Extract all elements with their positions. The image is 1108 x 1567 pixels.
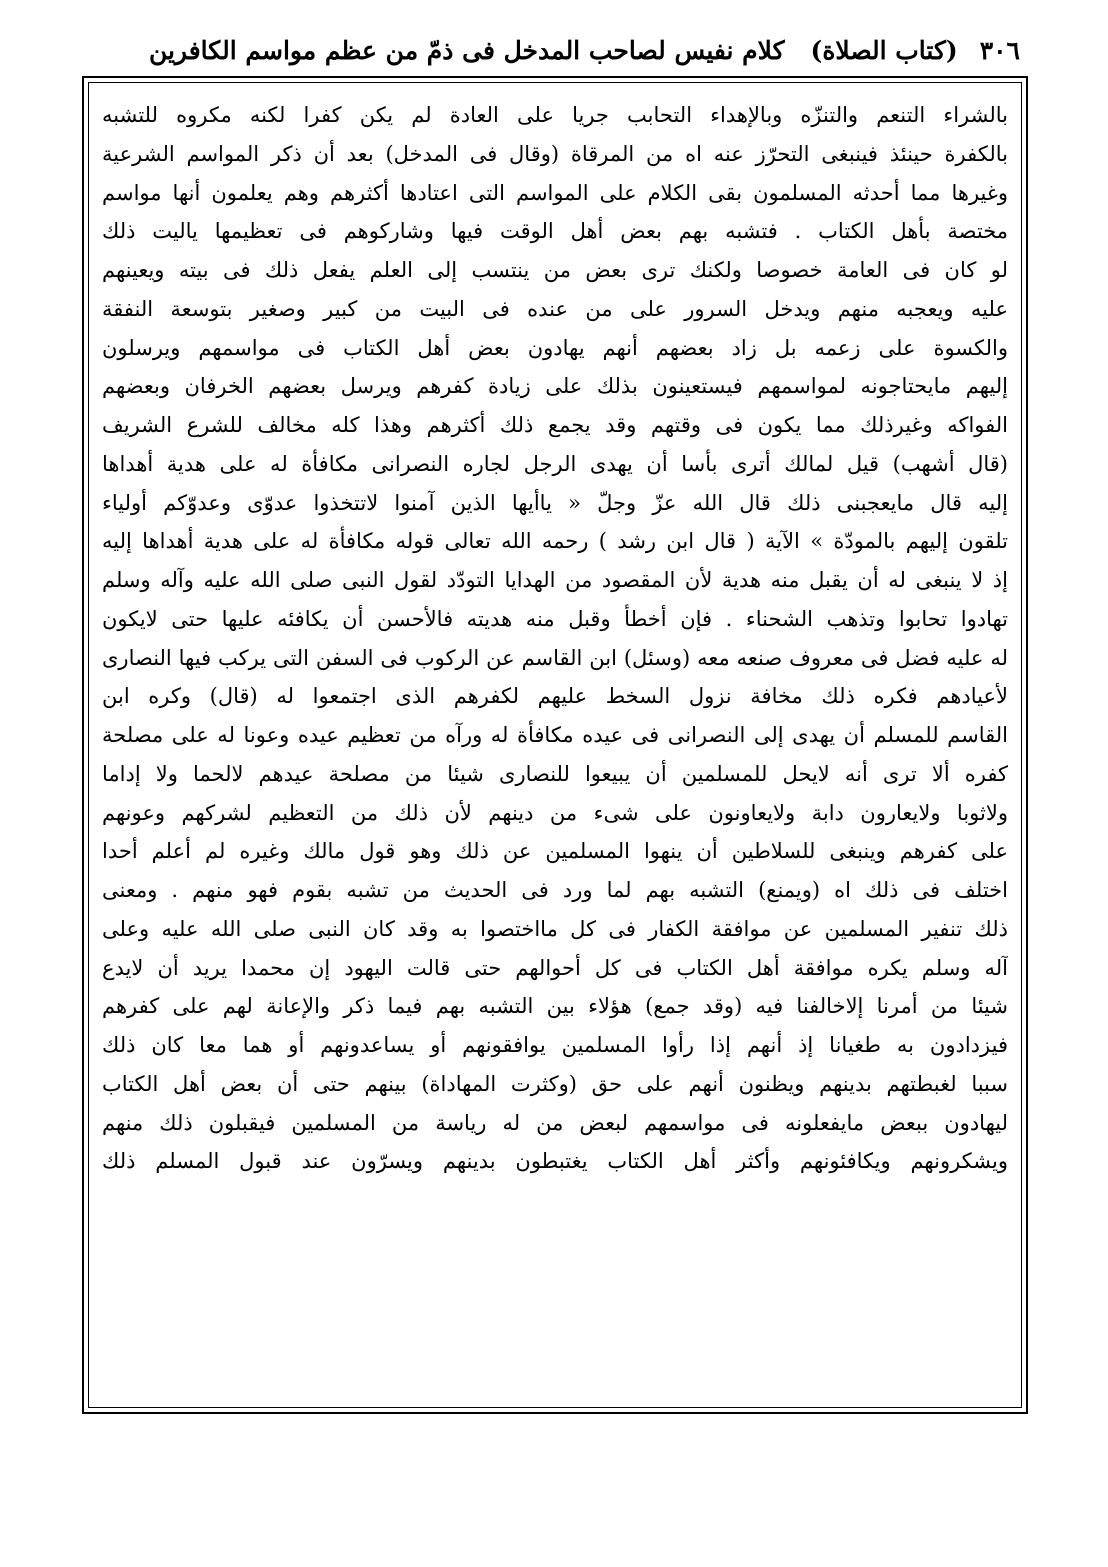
text-line: الفواكه وغيرذلك مما يكون فى وقتهم وقد يجمع ذلك أكثرهم وهذا كله مخالف للشرع الشريف: [102, 413, 1008, 437]
text-line: إليه قال مايعجبنى ذلك قال الله عزّ وجلّ « ياأيها الذين آمنوا لاتتخذوا عدوّى وعدوّكم أولياء: [102, 490, 1008, 515]
text-line: القاسم للمسلم أن يهدى إلى النصرانى فى عيده مكافأة له ورآه من تعظيم عيده وعونا له على مصلحة: [102, 723, 1008, 747]
body-text: [102, 96, 1008, 1181]
text-line: اختلف فى ذلك اه (ويمنع) التشبه بهم لما ورد فى الحديث من تشبه بقوم فهو منهم . ومعنى: [102, 878, 1008, 902]
page-header: [118, 30, 1020, 70]
text-line: لأعيادهم فكره ذلك مخافة نزول السخط عليهم لكفرهم الذى اجتمعوا له (قال) وكره ابن: [102, 684, 1008, 709]
text-line: مختصة بأهل الكتاب . فتشبه بهم بعض أهل الوقت فيها وشاركوهم فى تعظيمها ياليت ذلك: [102, 219, 1008, 244]
text-line: ذلك تنفير المسلمين عن موافقة الكفار فى كل مااختصوا به وقد كان النبى صلى الله عليه وعلى: [102, 916, 1008, 941]
text-line: إذ لا ينبغى له أن يقبل منه هدية لأن المقصود من الهدايا التودّد لقول النبى صلى الله عليه وآله وسلم: [102, 568, 1008, 592]
text-line: تهادوا تحابوا وتذهب الشحناء . فإن أخطأ وقبل منه هديته فالأحسن أن يكافئه عليها حتى لايكون: [102, 606, 1008, 631]
text-line: ليهادون ببعض مايفعلونه فى مواسمهم لبعض من له رياسة من المسلمين فيقبلون ذلك منهم: [102, 1110, 1008, 1135]
text-line: لو كان فى العامة خصوصا ولكنك ترى بعض من ينتسب إلى العلم يفعل ذلك فى بيته ويعينهم: [102, 258, 1008, 282]
text-line: ويشكرونهم ويكافئونهم وأكثر أهل الكتاب يغتبطون بدينهم ويسرّون عند قبول المسلم ذلك: [102, 1149, 1008, 1174]
text-line: فيزدادون به طغيانا إذ أنهم إذا رأوا المسلمين يوافقونهم أو يساعدونهم أو هما معا كان ذلك: [102, 1033, 1008, 1057]
text-line: بالشراء التنعم والتنزّه وبالإهداء التحابب جريا على العادة لم يكن كفرا لكنه مكروه للتشبه: [102, 103, 1008, 127]
text-line: آله وسلم يكره موافقة أهل الكتاب فى كل أحوالهم حتى قالت اليهود إن محمدا يريد أن لايدع: [102, 955, 1008, 980]
text-line: (قال أشهب) قيل لمالك أترى بأسا أن يهدى الرجل لجاره النصرانى مكافأة له على هدية أهداها: [102, 451, 1008, 476]
text-line: ولاثوبا ولايعارون دابة ولايعاونون على شىء من دينهم لأن ذلك من التعظيم لشركهم وعونهم: [102, 800, 1008, 825]
text-line: عليه ويعجبه منهم ويدخل السرور على من عنده فى البيت من كبير وصغير بتوسعة النفقة: [102, 296, 1008, 321]
text-line: وغيرها مما أحدثه المسلمون بقى الكلام على المواسم التى اعتادها أكثرهم وهم يعلمون أنها مواسم: [102, 180, 1008, 205]
text-line: على كفرهم وينبغى للسلاطين أن ينهوا المسلمين عن ذلك وهو قول مالك وغيره لم أعلم أحدا: [102, 839, 1008, 864]
text-line: له عليه فضل فى معروف صنعه معه (وسئل) ابن القاسم عن الركوب فى السفن التى يركب فيها النصارى: [102, 645, 1008, 670]
text-line: تلقون إليهم بالمودّة » الآية ( قال ابن رشد ) رحمه الله تعالى قوله مكافأة له على هدية أهداها إليه: [102, 529, 1008, 554]
running-title: كلام نفيس لصاحب المدخل فى ذمّ من عظم مواسم الكافرين: [148, 35, 785, 65]
text-line: إليهم مايحتاجونه لمواسمهم فيستعينون بذلك على زيادة كفرهم ويرسل بعضهم الخرفان وبعضهم: [102, 374, 1008, 399]
page-number: ٣٠٦: [979, 35, 1020, 65]
text-line: بالكفرة حينئذ فينبغى التحرّز عنه اه من المرقاة (وقال فى المدخل) بعد أن ذكر المواسم الشرعية: [102, 141, 1008, 166]
text-line: سببا لغبطتهم بدينهم ويظنون أنهم على حق (وكثرت المهاداة) بينهم حتى أن بعض أهل الكتاب: [102, 1071, 1008, 1096]
text-line: كفره ألا ترى أنه لايحل للمسلمين أن يبيعوا للنصارى شيئا من مصلحة عيدهم لالحما ولا إداما: [102, 761, 1008, 786]
book-title: (كتاب الصلاة): [810, 35, 958, 65]
text-line: والكسوة على زعمه بل زاد بعضهم أنهم يهادون بعض أهل الكتاب فى مواسمهم ويرسلون: [102, 335, 1008, 360]
text-line: شيئا من أمرنا إلاخالفنا فيه (وقد جمع) هؤلاء بين التشبه بهم فيما ذكر والإعانة لهم على كفرهم: [102, 994, 1008, 1019]
